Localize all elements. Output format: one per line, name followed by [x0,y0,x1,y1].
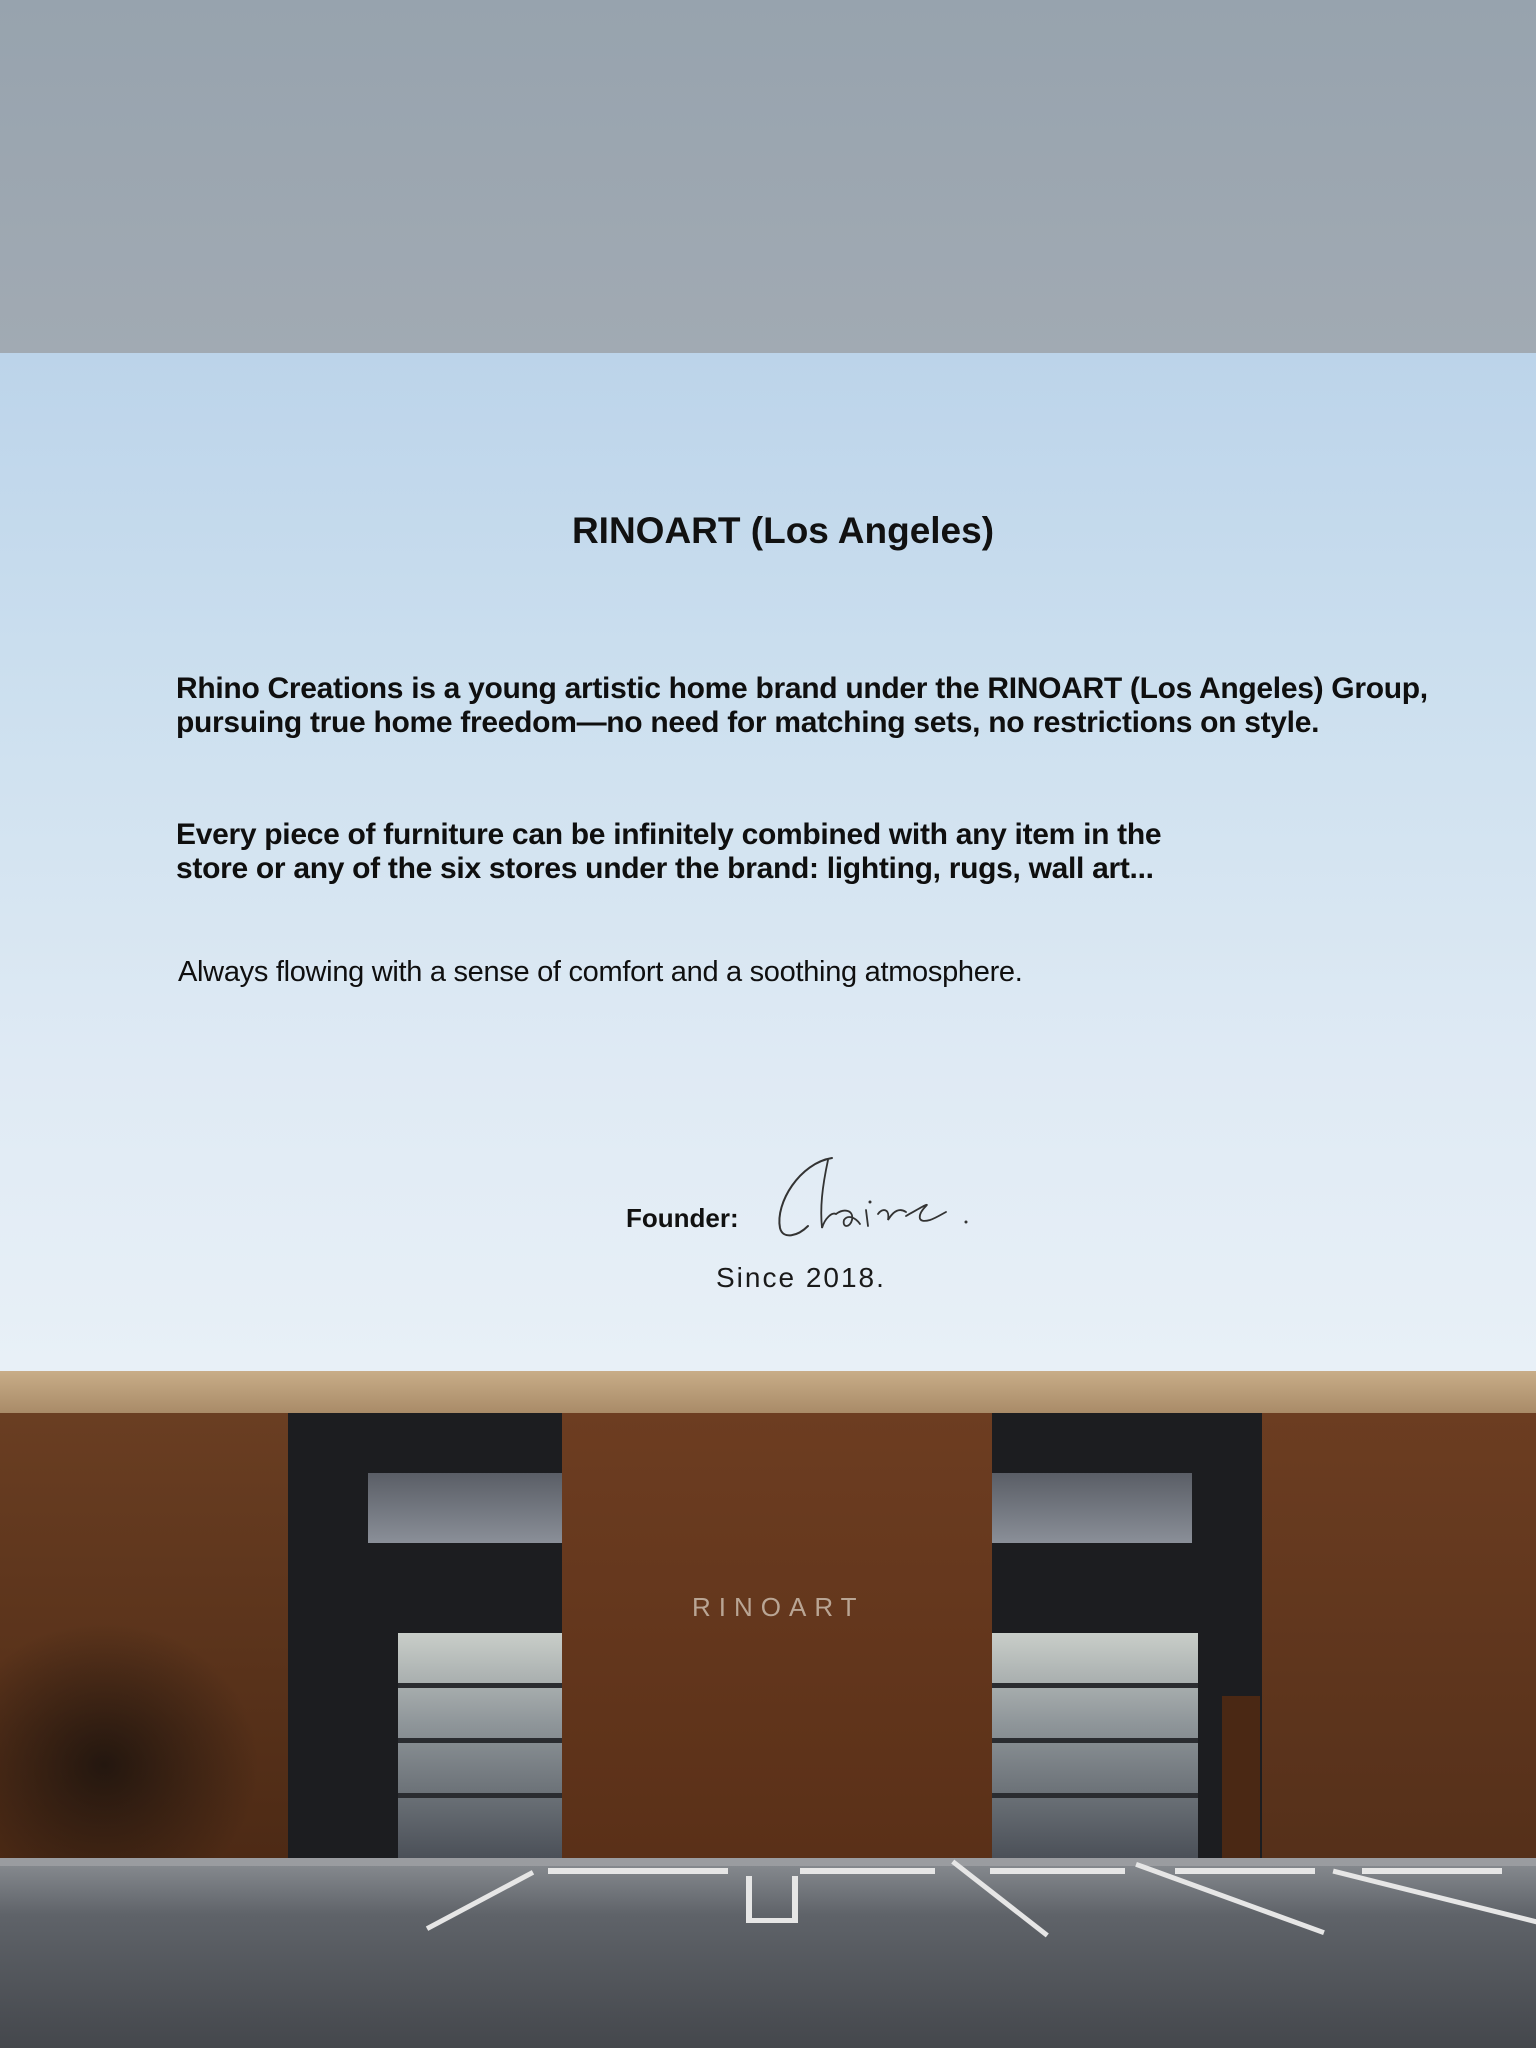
parking-stripe [426,1870,534,1931]
intro-paragraph-3: Always flowing with a sense of comfort and a soothing atmosphere. [178,956,1023,988]
tree-shadow [0,1621,260,1861]
window-mullion [398,1793,562,1798]
parking-stripe [548,1868,728,1874]
window-left [398,1633,562,1858]
parking-stripe [800,1868,935,1874]
window-mullion [992,1738,1198,1743]
founder-signature [770,1148,980,1248]
window-mullion [992,1683,1198,1688]
window-right [992,1633,1198,1858]
building-roof [0,1371,1536,1413]
founder-label: Founder: [626,1203,739,1233]
parking-stripe [990,1868,1125,1874]
curb [0,1858,1536,1866]
since-year: Since 2018. [716,1262,886,1293]
top-banner [0,0,1536,353]
parking-stripe [1333,1869,1536,1925]
wall-center [562,1413,992,1858]
parking-stripe [1362,1868,1502,1874]
storefront-photo [0,1371,1536,2048]
parking-stripe [792,1876,798,1922]
window-mullion [992,1793,1198,1798]
window-mullion [398,1683,562,1688]
window-mullion [398,1738,562,1743]
parking-stripe [746,1876,752,1922]
parking-stripe [746,1918,798,1923]
parking-lot [0,1858,1536,2048]
wall-right [1262,1413,1536,1858]
parking-stripe [1175,1868,1315,1874]
canopy-ceiling [992,1473,1192,1543]
intro-paragraph-2: Every piece of furniture can be infinitely combined with any item in the store or any of the six stores under the brand: lighting, rugs, wall art... [176,818,1162,885]
entrance-left [288,1413,562,1858]
building-sign: RINOART [692,1592,865,1622]
intro-paragraph-1: Rhino Creations is a young artistic home brand under the RINOART (Los Angeles) Group, pursuing true home freedom—no need for matching sets, no restrictions on style. [176,672,1428,739]
page-title: RINOART (Los Angeles) [571,510,995,551]
canopy-ceiling [368,1473,562,1543]
side-door [1222,1696,1260,1858]
